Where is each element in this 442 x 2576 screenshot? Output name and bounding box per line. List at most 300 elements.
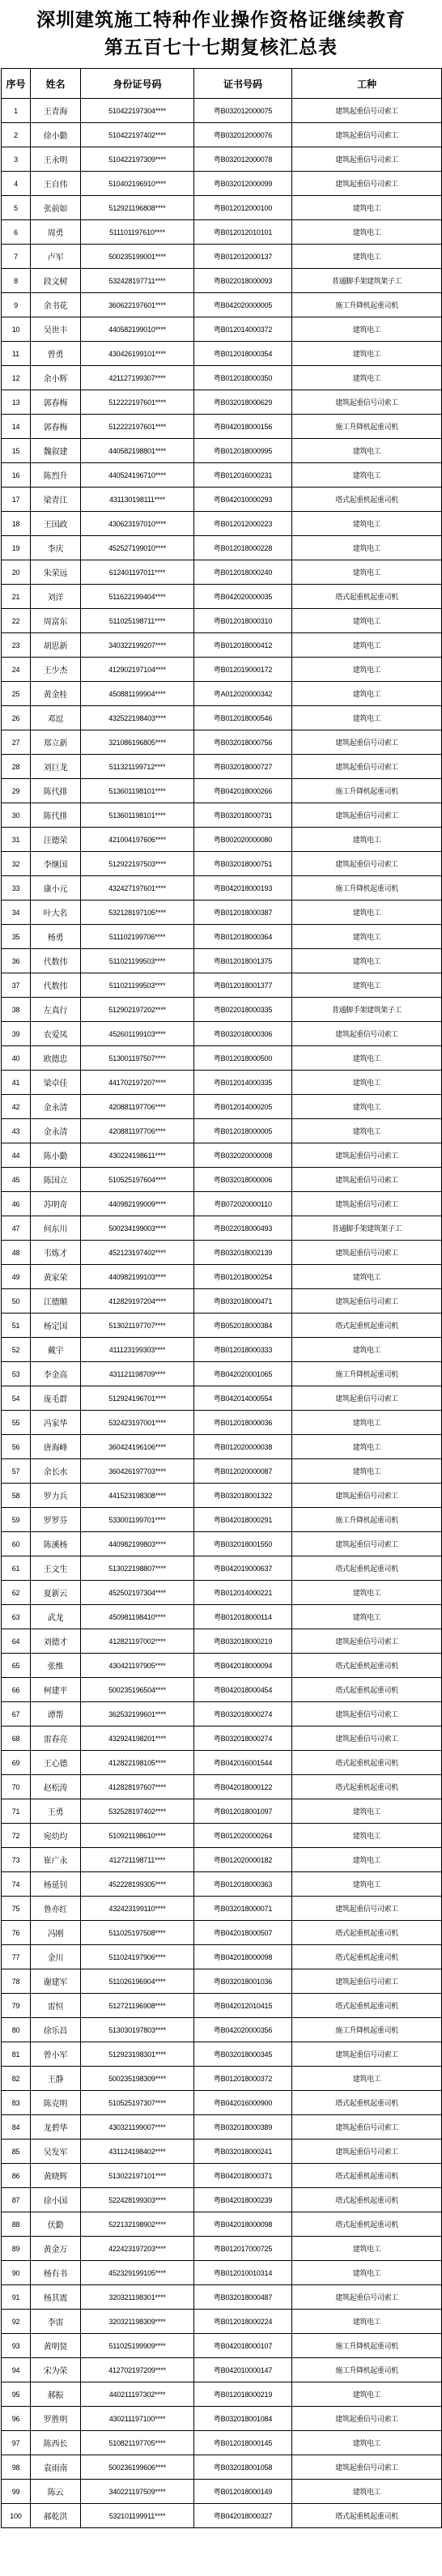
work-type: 建筑起重信号司索工 — [292, 123, 442, 147]
worker-name: 郭春梅 — [31, 390, 81, 415]
certificate-number: 粤B032018000751 — [194, 852, 292, 876]
row-index: 11 — [2, 342, 31, 366]
worker-name: 陈烈升 — [31, 463, 81, 488]
certificate-number: 粤B012018000372 — [194, 2067, 292, 2091]
work-type: 建筑起重信号司索工 — [292, 2285, 442, 2310]
work-type: 建筑起重信号司索工 — [292, 803, 442, 828]
table-row — [2, 2212, 442, 2237]
id-number: 432522198403**** — [81, 706, 194, 730]
row-index: 54 — [2, 1386, 31, 1411]
work-type: 建筑起重信号司索工 — [292, 730, 442, 755]
work-type: 建筑电工 — [292, 682, 442, 706]
certificate-number: 粤B012018000387 — [194, 901, 292, 925]
table-row — [2, 2164, 442, 2188]
work-type: 建筑电工 — [292, 633, 442, 658]
work-type: 建筑起重信号司索工 — [292, 2455, 442, 2480]
row-index: 45 — [2, 1168, 31, 1192]
worker-name: 刘洋 — [31, 585, 81, 609]
id-number: 511622199404**** — [81, 585, 194, 609]
row-index: 31 — [2, 828, 31, 852]
table-row — [2, 585, 442, 609]
work-type: 建筑电工 — [292, 1799, 442, 1824]
certificate-number: 粤B012018001097 — [194, 1799, 292, 1824]
worker-name: 陈溪杨 — [31, 1532, 81, 1556]
certificate-number: 粤B012020000264 — [194, 1824, 292, 1848]
work-type: 塔式起重机起重司机 — [292, 1678, 442, 1702]
id-number: 431121198709**** — [81, 1362, 194, 1386]
row-index: 67 — [2, 1702, 31, 1727]
certificate-number: 粤B072020000110 — [194, 1192, 292, 1216]
worker-name: 金永清 — [31, 1095, 81, 1119]
certificate-number: 粤B042018000266 — [194, 779, 292, 803]
table-row — [2, 1314, 442, 1338]
row-index: 81 — [2, 2042, 31, 2067]
worker-name: 金川 — [31, 1945, 81, 1969]
worker-name: 黄明贤 — [31, 2334, 81, 2358]
worker-name: 梁青江 — [31, 488, 81, 512]
table-row — [2, 2091, 442, 2115]
table-row — [2, 2334, 442, 2358]
worker-name: 王永明 — [31, 147, 81, 172]
row-index: 82 — [2, 2067, 31, 2091]
worker-name: 王文生 — [31, 1556, 81, 1581]
table-row — [2, 1143, 442, 1168]
id-number: 360424196106**** — [81, 1435, 194, 1459]
table-row — [2, 245, 442, 269]
id-number: 430224198611**** — [81, 1143, 194, 1168]
certificate-number: 粤B012018001377 — [194, 973, 292, 998]
id-number: 421004197606**** — [81, 828, 194, 852]
table-row — [2, 682, 442, 706]
certificate-number: 粤B012018000005 — [194, 1119, 292, 1143]
id-number: 513030197803**** — [81, 2018, 194, 2042]
id-number: 441702197207**** — [81, 1071, 194, 1095]
worker-name: 陈代排 — [31, 803, 81, 828]
worker-name: 王少杰 — [31, 658, 81, 682]
certificate-number: 粤B042018000291 — [194, 1508, 292, 1532]
id-number: 320321198309**** — [81, 2310, 194, 2334]
work-type: 建筑电工 — [292, 1872, 442, 1897]
work-type: 建筑起重信号司索工 — [292, 1192, 442, 1216]
work-type: 建筑电工 — [292, 463, 442, 488]
worker-name: 宋为荣 — [31, 2358, 81, 2382]
row-index: 8 — [2, 269, 31, 293]
row-index: 93 — [2, 2334, 31, 2358]
id-number: 511026196904**** — [81, 1969, 194, 1994]
id-number: 510402196910**** — [81, 172, 194, 196]
row-index: 72 — [2, 1824, 31, 1848]
row-index: 79 — [2, 1994, 31, 2018]
worker-name: 李金高 — [31, 1362, 81, 1386]
certificate-number: 粤B012012000137 — [194, 245, 292, 269]
row-index: 51 — [2, 1314, 31, 1338]
worker-name: 李雷 — [31, 2310, 81, 2334]
certificate-number: 粤B012018000114 — [194, 1605, 292, 1629]
id-number: 532101199911**** — [81, 2504, 194, 2528]
roster-body — [2, 99, 442, 2528]
row-index: 30 — [2, 803, 31, 828]
id-number: 511102199706**** — [81, 925, 194, 949]
certificate-number: 粤B042016001544 — [194, 1751, 292, 1775]
row-index: 12 — [2, 366, 31, 390]
work-type: 建筑起重信号司索工 — [292, 1289, 442, 1314]
certificate-number: 粤B012017000725 — [194, 2237, 292, 2261]
worker-name: 胡思新 — [31, 633, 81, 658]
id-number: 440982199103**** — [81, 1265, 194, 1289]
row-index: 18 — [2, 512, 31, 536]
id-number: 320321198301**** — [81, 2285, 194, 2310]
table-row — [2, 196, 442, 220]
worker-name: 何东川 — [31, 1216, 81, 1241]
certificate-number: 粤B012020000087 — [194, 1459, 292, 1484]
row-index: 86 — [2, 2164, 31, 2188]
table-row — [2, 220, 442, 245]
table-row — [2, 2310, 442, 2334]
table-row — [2, 1945, 442, 1969]
work-type: 塔式起重机起重司机 — [292, 2188, 442, 2212]
id-number: 450881199904**** — [81, 682, 194, 706]
id-number: 513601198101**** — [81, 779, 194, 803]
id-number: 513022197101**** — [81, 2164, 194, 2188]
work-type: 建筑电工 — [292, 1435, 442, 1459]
worker-name: 夏新云 — [31, 1581, 81, 1605]
row-index: 43 — [2, 1119, 31, 1143]
worker-name: 陈国立 — [31, 1168, 81, 1192]
id-number: 510921198610**** — [81, 1824, 194, 1848]
work-type: 建筑起重信号司索工 — [292, 2115, 442, 2140]
row-index: 17 — [2, 488, 31, 512]
id-number: 441523198308**** — [81, 1484, 194, 1508]
work-type: 施工升降机起重司机 — [292, 1362, 442, 1386]
table-row — [2, 1362, 442, 1386]
work-type: 施工升降机起重司机 — [292, 1508, 442, 1532]
table-row — [2, 1994, 442, 2018]
worker-name: 杨延钊 — [31, 1872, 81, 1897]
certificate-number: 粤B022018000335 — [194, 998, 292, 1022]
table-row — [2, 2115, 442, 2140]
id-number: 421127199307**** — [81, 366, 194, 390]
certificate-number: 粤B012012000223 — [194, 512, 292, 536]
worker-name: 袁雨南 — [31, 2455, 81, 2480]
work-type: 建筑电工 — [292, 901, 442, 925]
table-row — [2, 390, 442, 415]
certificate-number: 粤B042020000005 — [194, 293, 292, 317]
id-number: 452601199103**** — [81, 1022, 194, 1046]
row-index: 7 — [2, 245, 31, 269]
worker-name: 杨定国 — [31, 1314, 81, 1338]
row-index: 98 — [2, 2455, 31, 2480]
table-row — [2, 1848, 442, 1872]
certificate-number: 粤B012018000354 — [194, 342, 292, 366]
id-number: 511024197906**** — [81, 1945, 194, 1969]
row-index: 58 — [2, 1484, 31, 1508]
table-row — [2, 463, 442, 488]
table-row — [2, 123, 442, 147]
worker-name: 曾小军 — [31, 2042, 81, 2067]
id-number: 511101197610**** — [81, 220, 194, 245]
table-row — [2, 658, 442, 682]
id-number: 522428199303**** — [81, 2188, 194, 2212]
worker-name: 刘巨龙 — [31, 755, 81, 779]
id-number: 511021199503**** — [81, 973, 194, 998]
certificate-number: 粤B012018000363 — [194, 1872, 292, 1897]
worker-name: 郭春梅 — [31, 415, 81, 439]
work-type: 施工升降机起重司机 — [292, 2018, 442, 2042]
work-type: 建筑起重信号司索工 — [292, 1969, 442, 1994]
row-index: 6 — [2, 220, 31, 245]
row-index: 33 — [2, 876, 31, 901]
certificate-number: 粤B042010000147 — [194, 2358, 292, 2382]
work-type: 建筑起重信号司索工 — [292, 1897, 442, 1921]
worker-name: 陈代排 — [31, 779, 81, 803]
row-index: 94 — [2, 2358, 31, 2382]
certificate-number: 粤B012012010101 — [194, 220, 292, 245]
certificate-number: 粤B032018000345 — [194, 2042, 292, 2067]
table-row — [2, 730, 442, 755]
worker-name: 雷春亮 — [31, 1727, 81, 1751]
id-number: 512721196908**** — [81, 1994, 194, 2018]
row-index: 64 — [2, 1629, 31, 1654]
id-number: 360426197703**** — [81, 1459, 194, 1484]
table-row — [2, 1168, 442, 1192]
table-row — [2, 1071, 442, 1095]
table-row — [2, 2067, 442, 2091]
id-number: 440582199010**** — [81, 317, 194, 342]
work-type: 建筑电工 — [292, 2237, 442, 2261]
worker-name: 黄家荣 — [31, 1265, 81, 1289]
row-index: 71 — [2, 1799, 31, 1824]
table-row — [2, 1338, 442, 1362]
row-index: 55 — [2, 1411, 31, 1435]
work-type: 建筑电工 — [292, 2382, 442, 2407]
worker-name: 龙碧华 — [31, 2115, 81, 2140]
row-index: 13 — [2, 390, 31, 415]
id-number: 513001197507**** — [81, 1046, 194, 1071]
table-row — [2, 803, 442, 828]
table-row — [2, 2407, 442, 2431]
table-row — [2, 1824, 442, 1848]
work-type: 建筑电工 — [292, 1338, 442, 1362]
table-row — [2, 172, 442, 196]
id-number: 513022198807**** — [81, 1556, 194, 1581]
work-type: 建筑电工 — [292, 1605, 442, 1629]
id-number: 440582198801**** — [81, 439, 194, 463]
table-row — [2, 2504, 442, 2528]
id-number: 512222197601**** — [81, 390, 194, 415]
work-type: 建筑起重信号司索工 — [292, 1241, 442, 1265]
worker-name: 鲁亦红 — [31, 1897, 81, 1921]
row-index: 59 — [2, 1508, 31, 1532]
certificate-number: 粤B032018000241 — [194, 2140, 292, 2164]
certificate-number: 粤B042014000554 — [194, 1386, 292, 1411]
row-index: 76 — [2, 1921, 31, 1945]
table-row — [2, 147, 442, 172]
table-row — [2, 973, 442, 998]
certificate-number: 粤B042018000507 — [194, 1921, 292, 1945]
work-type: 建筑电工 — [292, 1095, 442, 1119]
work-type: 塔式起重机起重司机 — [292, 1314, 442, 1338]
id-number: 532428197711**** — [81, 269, 194, 293]
worker-name: 段文树 — [31, 269, 81, 293]
certificate-number: 粤B012018000224 — [194, 2310, 292, 2334]
id-number: 452329199105**** — [81, 2261, 194, 2285]
roster-table — [1, 68, 442, 2528]
certificate-number: 粤B042018000098 — [194, 1945, 292, 1969]
worker-name: 张维 — [31, 1654, 81, 1678]
work-type: 建筑电工 — [292, 1459, 442, 1484]
work-type: 建筑电工 — [292, 1046, 442, 1071]
table-row — [2, 342, 442, 366]
certificate-number: 粤B042012010415 — [194, 1994, 292, 2018]
table-row — [2, 2431, 442, 2455]
certificate-number: 粤B012014000221 — [194, 1581, 292, 1605]
worker-name: 冯刚 — [31, 1921, 81, 1945]
row-index: 3 — [2, 147, 31, 172]
table-row — [2, 998, 442, 1022]
worker-name: 陈西长 — [31, 2431, 81, 2455]
row-index: 63 — [2, 1605, 31, 1629]
certificate-number: 粤B012018000364 — [194, 925, 292, 949]
work-type: 塔式起重机起重司机 — [292, 1994, 442, 2018]
worker-name: 陈克明 — [31, 2091, 81, 2115]
certificate-number: 粤B042018000327 — [194, 2504, 292, 2528]
certificate-number: 粤B012018000310 — [194, 609, 292, 633]
worker-name: 王勇 — [31, 1799, 81, 1824]
worker-name: 崔广永 — [31, 1848, 81, 1872]
worker-name: 黄金桂 — [31, 682, 81, 706]
certificate-number: 粤B012014000335 — [194, 1071, 292, 1095]
worker-name: 卢军 — [31, 245, 81, 269]
work-type: 建筑起重信号司索工 — [292, 2407, 442, 2431]
worker-name: 邓逗 — [31, 706, 81, 730]
table-row — [2, 1532, 442, 1556]
certificate-number: 粤B032018000274 — [194, 1702, 292, 1727]
table-row — [2, 1969, 442, 1994]
certificate-number: 粤B022018000493 — [194, 1216, 292, 1241]
worker-name: 罗力兵 — [31, 1484, 81, 1508]
certificate-number: 粤B012016000231 — [194, 463, 292, 488]
work-type: 建筑电工 — [292, 949, 442, 973]
id-number: 340221197509**** — [81, 2480, 194, 2504]
work-type: 建筑电工 — [292, 658, 442, 682]
work-type: 建筑起重信号司索工 — [292, 390, 442, 415]
table-row — [2, 1046, 442, 1071]
work-type: 建筑起重信号司索工 — [292, 172, 442, 196]
worker-name: 余长水 — [31, 1459, 81, 1484]
row-index: 84 — [2, 2115, 31, 2140]
certificate-number: 粤B012018001375 — [194, 949, 292, 973]
row-index: 87 — [2, 2188, 31, 2212]
table-row — [2, 560, 442, 585]
id-number: 510821197705**** — [81, 2431, 194, 2455]
certificate-number: 粤B032012000099 — [194, 172, 292, 196]
work-type: 建筑电工 — [292, 245, 442, 269]
id-number: 510525197604**** — [81, 1168, 194, 1192]
certificate-number: 粤B012018000546 — [194, 706, 292, 730]
row-index: 46 — [2, 1192, 31, 1216]
worker-name: 韦炼才 — [31, 1241, 81, 1265]
table-row — [2, 488, 442, 512]
id-number: 500235198309**** — [81, 2067, 194, 2091]
id-number: 513021197707**** — [81, 1314, 194, 1338]
row-index: 41 — [2, 1071, 31, 1095]
work-type: 塔式起重机起重司机 — [292, 488, 442, 512]
work-type: 建筑起重信号司索工 — [292, 1386, 442, 1411]
work-type: 塔式起重机起重司机 — [292, 1556, 442, 1581]
id-number: 500234199003**** — [81, 1216, 194, 1241]
row-index: 75 — [2, 1897, 31, 1921]
worker-name: 黄金万 — [31, 2237, 81, 2261]
row-index: 16 — [2, 463, 31, 488]
certificate-number: 粤B012018000145 — [194, 2431, 292, 2455]
table-row — [2, 1556, 442, 1581]
worker-name: 王国政 — [31, 512, 81, 536]
table-row — [2, 1897, 442, 1921]
certificate-number: 粤B012018000350 — [194, 366, 292, 390]
id-number: 411123199303**** — [81, 1338, 194, 1362]
work-type: 塔式起重机起重司机 — [292, 1775, 442, 1799]
id-number: 450981198410**** — [81, 1605, 194, 1629]
table-row — [2, 1508, 442, 1532]
table-row — [2, 925, 442, 949]
header-row — [2, 69, 442, 99]
worker-name: 赵松涛 — [31, 1775, 81, 1799]
worker-name: 武龙 — [31, 1605, 81, 1629]
table-row — [2, 1654, 442, 1678]
row-index: 44 — [2, 1143, 31, 1168]
id-number: 612401197011**** — [81, 560, 194, 585]
certificate-number: 粤B012019000172 — [194, 658, 292, 682]
row-index: 77 — [2, 1945, 31, 1969]
certificate-number: 粤B042020000356 — [194, 2018, 292, 2042]
table-row — [2, 293, 442, 317]
id-number: 512902197202**** — [81, 998, 194, 1022]
table-row — [2, 2285, 442, 2310]
row-index: 48 — [2, 1241, 31, 1265]
id-number: 420881197706**** — [81, 1119, 194, 1143]
id-number: 431124198402**** — [81, 2140, 194, 2164]
id-number: 431130198111**** — [81, 488, 194, 512]
id-number: 412902197104**** — [81, 658, 194, 682]
table-row — [2, 1629, 442, 1654]
row-index: 89 — [2, 2237, 31, 2261]
certificate-number: 粤B012012000100 — [194, 196, 292, 220]
certificate-number: 粤B042018000371 — [194, 2164, 292, 2188]
worker-name: 王心德 — [31, 1751, 81, 1775]
id-number: 452527199010**** — [81, 536, 194, 560]
id-number: 452228199305**** — [81, 1872, 194, 1897]
certificate-number: 粤B012014000372 — [194, 317, 292, 342]
table-row — [2, 828, 442, 852]
work-type: 建筑电工 — [292, 1265, 442, 1289]
table-row — [2, 2382, 442, 2407]
work-type: 建筑起重信号司索工 — [292, 1022, 442, 1046]
id-number: 512924196701**** — [81, 1386, 194, 1411]
id-number: 533001199701**** — [81, 1508, 194, 1532]
worker-name: 郝乾洪 — [31, 2504, 81, 2528]
id-number: 430623197010**** — [81, 512, 194, 536]
table-row — [2, 901, 442, 925]
table-row — [2, 1095, 442, 1119]
work-type: 塔式起重机起重司机 — [292, 1921, 442, 1945]
id-number: 432924198201**** — [81, 1727, 194, 1751]
row-index: 1 — [2, 99, 31, 123]
row-index: 22 — [2, 609, 31, 633]
table-row — [2, 1435, 442, 1459]
certificate-number: 粤B012010010314 — [194, 2261, 292, 2285]
row-index: 95 — [2, 2382, 31, 2407]
row-index: 29 — [2, 779, 31, 803]
